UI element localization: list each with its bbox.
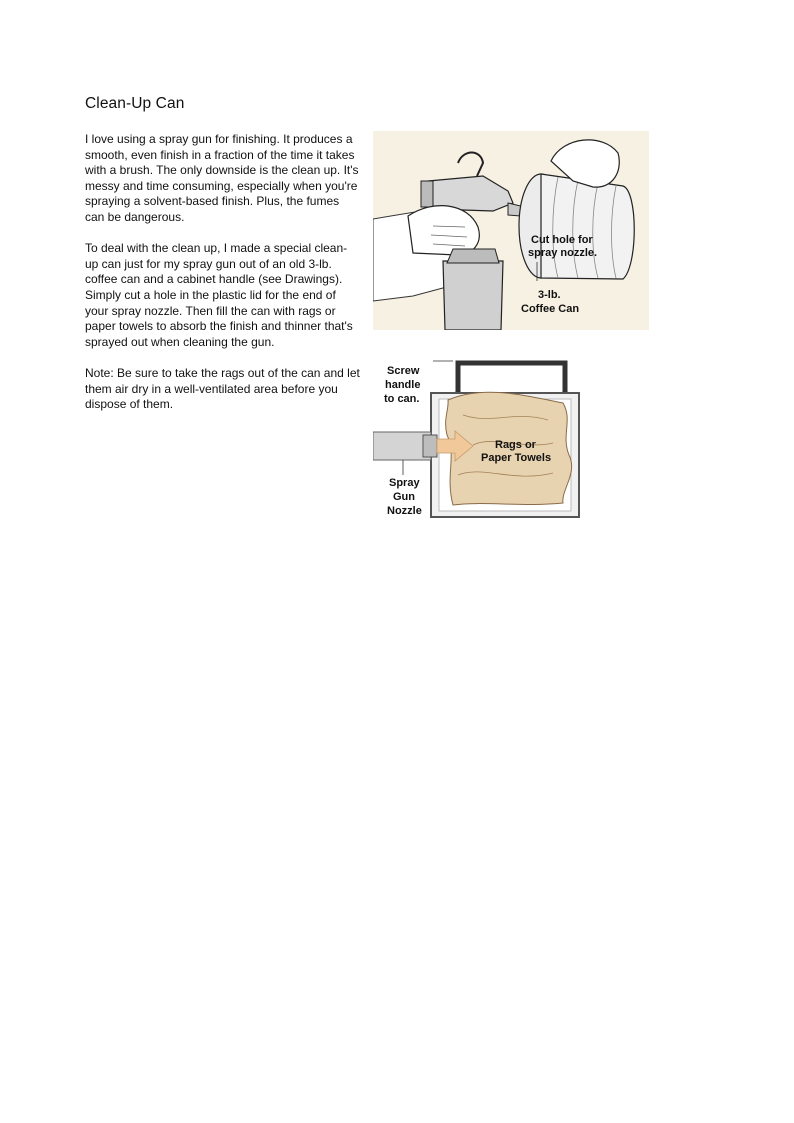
article-body xyxy=(85,132,360,428)
spray-gun-knob xyxy=(421,181,433,207)
article-title: Clean-Up Can xyxy=(85,95,185,112)
paragraph-method: To deal with the clean up, I made a special clean-up can just for my spray gun out of an old 3-lb. coffee can and a cabinet handle (see Drawings). Simply cut a hole in the plastic lid for the end of your spray nozzle. Then fill the can with rags or paper towels to absorb the finish and thinner that's sprayed out when cleaning the gun. xyxy=(85,241,353,349)
label-coffee-can-1: 3-lb. xyxy=(538,289,561,301)
clean-up-can-diagram xyxy=(373,355,601,523)
label-rags-2: Paper Towels xyxy=(481,452,552,464)
label-spray-gun-2: Gun xyxy=(393,491,415,503)
label-rags-1: Rags or xyxy=(495,439,536,451)
label-spray-gun-3: Nozzle xyxy=(387,505,422,517)
label-screw-handle-1: Screw xyxy=(387,365,420,377)
label-cut-hole-2: spray nozzle. xyxy=(528,247,598,259)
spray-gun-illustration xyxy=(373,131,649,330)
gun-nozzle-tip xyxy=(423,435,437,457)
label-spray-gun-1: Spray xyxy=(389,477,420,489)
label-cut-hole-1: Cut hole for xyxy=(531,234,593,246)
paragraph-intro: I love using a spray gun for finishing. It produces a smooth, even finish in a fraction of the time it takes with a brush. The only downside is the clean up. It's messy and time consuming, especially when you're spraying a solvent-based finish. Plus, the fumes can be dangerous. xyxy=(85,132,359,224)
paragraph-note: Note: Be sure to take the rags out of the can and let them air dry in a well-ventilated area before you dispose of them. xyxy=(85,365,360,412)
paint-cup-lid xyxy=(447,249,499,263)
label-coffee-can-2: Coffee Can xyxy=(521,303,580,315)
label-screw-handle-3: to can. xyxy=(384,393,420,405)
paint-cup xyxy=(443,261,503,330)
label-screw-handle-2: handle xyxy=(385,379,421,391)
gun-nozzle-tube xyxy=(373,432,431,460)
